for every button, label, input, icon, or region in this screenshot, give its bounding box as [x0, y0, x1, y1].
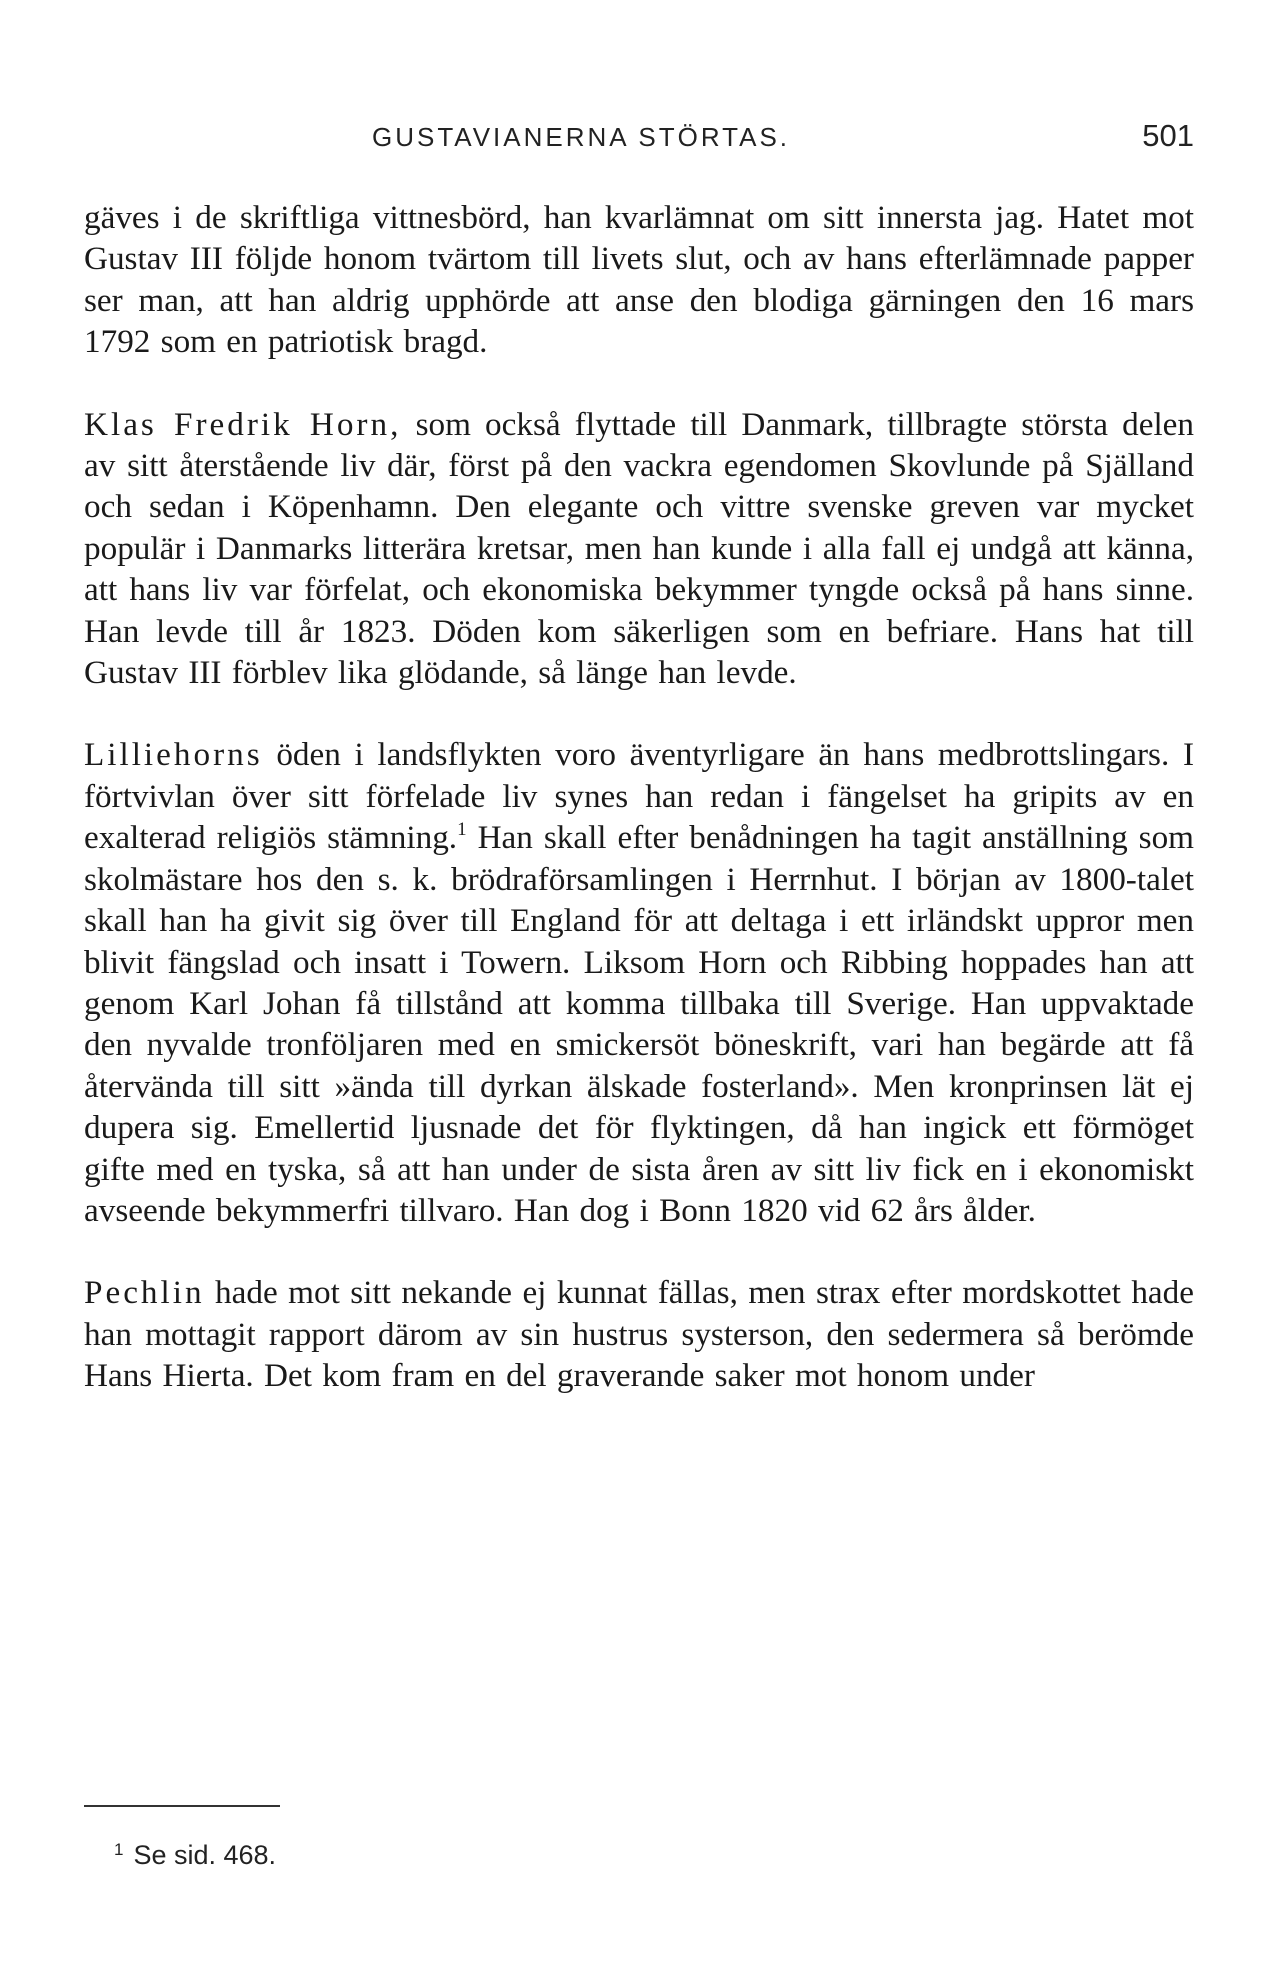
paragraph-2-lead: Klas Fredrik Horn,	[84, 405, 402, 443]
footnote-reference: 1	[457, 819, 467, 841]
paragraph-4-text: hade mot sitt nekande ej kunnat fällas, men strax efter mordskottet hade han mottagit rapport därom av sin hustrus systerson, den sedermera så berömde Hans Hierta. Det kom fram en del graverande saker mot honom under	[84, 1274, 1194, 1395]
paragraph-3-lead: Lilliehorns	[84, 736, 263, 774]
paragraph-4-lead: Pechlin	[84, 1274, 205, 1312]
footnote-rule	[84, 1805, 280, 1807]
paragraph-1	[84, 197, 1194, 363]
paragraph-3-text-continued: Han skall efter benådningen ha tagit anställning som skolmästare hos den s. k. brödraförsamlingen i Herrnhut. I början av 1800-talet skall han ha givit sig över till England för att deltaga i ett irländskt uppror men blivit fängslad och insatt i Towern. Liksom Horn och Ribbing hoppades han att genom Karl Johan få tillstånd att komma tillbaka till Sverige. Han uppvaktade den nyvalde tronföljaren med en smickersöt böneskrift, vari han begärde att få återvända till sitt »ända till dyrkan älskade fosterland». Men kronprinsen lät ej dupera sig. Emellertid ljusnade det för flyktingen, då han ingick ett förmöget gifte med en tyska, så att han under de sista åren av sitt liv fick en i ekonomiskt avseende bekymmerfri tillvaro. Han dog i Bonn 1820 vid 62 års ålder.	[84, 819, 1194, 1229]
paragraph-4	[84, 1272, 1194, 1396]
footnote	[114, 1840, 276, 1871]
paragraph-3	[84, 734, 1194, 1231]
footnote-marker: 1	[114, 1840, 124, 1859]
running-title: GUSTAVIANERNA STÖRTAS.	[372, 122, 791, 152]
running-head	[84, 118, 1194, 158]
body-text	[84, 197, 1194, 1397]
book-page	[84, 0, 1194, 1984]
paragraph-3-text: öden i landsflykten voro äventyrligare än hans medbrottslingars. I förtvivlan över sitt förfelade liv synes han redan i fängelset ha gripits av en exalterad religiös stämning.	[84, 736, 1194, 857]
paragraph-2-text: som också flyttade till Danmark, tillbragte största delen av sitt återstående liv där, först på den vackra egendomen Skovlunde på Själland och sedan i Köpenhamn. Den elegante och vittre svenske greven var mycket populär i Danmarks litterära kretsar, men han kunde i alla fall ej undgå att känna, att hans liv var förfelat, och ekonomiska bekymmer tyngde också på hans sinne. Han levde till år 1823. Döden kom säkerligen som en befriare. Hans hat till Gustav III förblev lika glödande, så länge han levde.	[84, 405, 1194, 692]
paragraph-1-text: gäves i de skriftliga vittnesbörd, han kvarlämnat om sitt innersta jag. Hatet mot Gustav III följde honom tvärtom till livets slut, och av hans efterlämnade papper ser man, att han aldrig upphörde att anse den blodiga gärningen den 16 mars 1792 som en patriotisk bragd.	[84, 199, 1194, 361]
page-number: 501	[1142, 118, 1194, 153]
paragraph-2	[84, 404, 1194, 694]
footnote-text: Se sid. 468.	[133, 1840, 277, 1870]
